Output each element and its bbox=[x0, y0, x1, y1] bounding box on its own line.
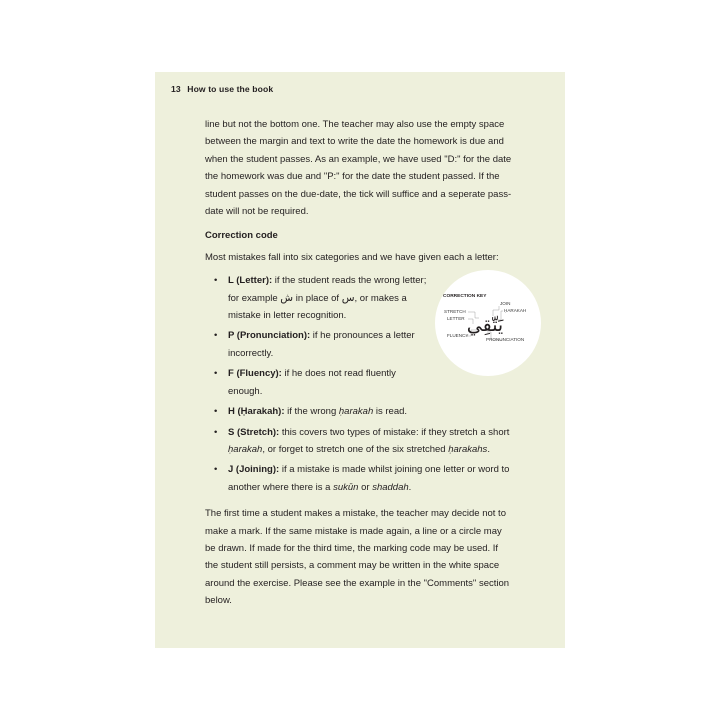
list-item-joining: • J (Joining): if a mistake is made whilst joining one letter or word to another where there is a sukūn or shaddah. bbox=[205, 461, 517, 496]
list-item-harakah: • H (Ḥarakah): if the wrong ḥarakah is read. bbox=[205, 403, 517, 420]
bullet: • bbox=[214, 406, 218, 418]
chapter-title: How to use the book bbox=[187, 84, 274, 94]
arabic-letter-shin: ش bbox=[280, 291, 294, 304]
book-page bbox=[155, 72, 565, 648]
arabic-example-word: يَتّقِي bbox=[466, 314, 504, 336]
list-item-letter: • L (Letter): if the student reads the wrong letter; for example ش in place of س, or makes a mistake in letter recognition. bbox=[205, 272, 517, 324]
list-item-fluency: • F (Fluency): if he does not read fluently enough. bbox=[205, 365, 517, 400]
intro-line: the homework was due and "P:" for the date the student passed. If the bbox=[205, 171, 500, 183]
page-body: line but not the bottom one. The teacher may also use the empty space between the margin and text to write the date the homework is due and when the student passes. As an example, we have used "D:" for the date the homework was due and "P:" for the date the student passed. If the student passes on the due-date, the tick will suffice and a seperate pass- date will not be required. Correction code Most mistakes fall into six categories and we have given each a letter: • L (Letter): if the student reads the wrong letter; for example ش in place of س, or makes a mistake in letter recognition. • P (Pronunciation): if he pronounces a letter incorrectly. • F (Fluency): if he does not read fluently enough. • H (Ḥarakah): if the wrong ḥarakah is read. • S (Stretch): this covers two types of mistake: if they stretch a short ḥarakah, or forget to stretch one of the six stretched ḥarakahs. • J (Joining): if a mistake is made whilst joining one letter or word to another where there is a sukūn or shaddah. The first time a student makes a mistake, the teacher may decide not to make a mark. If the same mistake is made again, a line or a circle may be drawn. If made for the third time, the marking code may be used. If the student still persists, a comment may be written in the white space around the exercise. Please see the example in the "Comments" section below. bbox=[205, 116, 517, 610]
item-label: S (Stretch): bbox=[228, 426, 280, 438]
correction-key-diagram bbox=[435, 270, 541, 376]
item-label: J (Joining): bbox=[228, 464, 280, 476]
bullet: • bbox=[214, 464, 218, 476]
label-stretch: STRETCH bbox=[444, 309, 466, 314]
label-harakah: ḤARAKAH bbox=[504, 308, 527, 313]
bullet: • bbox=[214, 275, 218, 287]
closing-line: make a mark. If the same mistake is made again, a line or a circle may bbox=[205, 525, 502, 537]
list-item-pronunciation: • P (Pronunciation): if he pronounces a letter incorrectly. bbox=[205, 327, 517, 362]
correction-key-title: CORRECTION KEY bbox=[443, 294, 487, 299]
closing-line: below. bbox=[205, 595, 232, 607]
item-label: P (Pronunciation): bbox=[228, 330, 311, 342]
bullet: • bbox=[214, 368, 218, 380]
item-label: F (Fluency): bbox=[228, 368, 282, 380]
section-intro: Most mistakes fall into six categories and we have given each a letter: bbox=[205, 251, 499, 263]
page-header bbox=[171, 84, 273, 94]
page-number: 13 bbox=[171, 84, 181, 94]
intro-line: between the margin and text to write the date the homework is due and bbox=[205, 136, 504, 148]
bullet: • bbox=[214, 426, 218, 438]
bullet: • bbox=[214, 330, 218, 342]
item-label: L (Letter): bbox=[228, 275, 273, 287]
label-letter: LETTER bbox=[447, 316, 465, 321]
arabic-letter-sin: س bbox=[341, 291, 355, 304]
label-fluency: FLUENCY bbox=[447, 333, 469, 338]
item-label: H (Ḥarakah): bbox=[228, 406, 285, 418]
intro-line: date will not be required. bbox=[205, 206, 309, 218]
section-heading: Correction code bbox=[205, 230, 278, 242]
intro-line: student passes on the due-date, the tick will suffice and a seperate pass- bbox=[205, 188, 512, 200]
closing-line: the student still persists, a comment may be written in the white space bbox=[205, 560, 500, 572]
intro-line: when the student passes. As an example, we have used "D:" for the date bbox=[205, 153, 512, 165]
closing-line: be drawn. If made for the third time, the marking code may be used. If bbox=[205, 542, 499, 554]
list-item-stretch: • S (Stretch): this covers two types of mistake: if they stretch a short ḥarakah, or forget to stretch one of the six stretched ḥarakahs. bbox=[205, 424, 517, 459]
label-join: JOIN bbox=[500, 301, 511, 306]
closing-line: around the exercise. Please see the example in the "Comments" section bbox=[205, 577, 510, 589]
label-pronunciation: PRONUNCIATION bbox=[486, 337, 525, 342]
